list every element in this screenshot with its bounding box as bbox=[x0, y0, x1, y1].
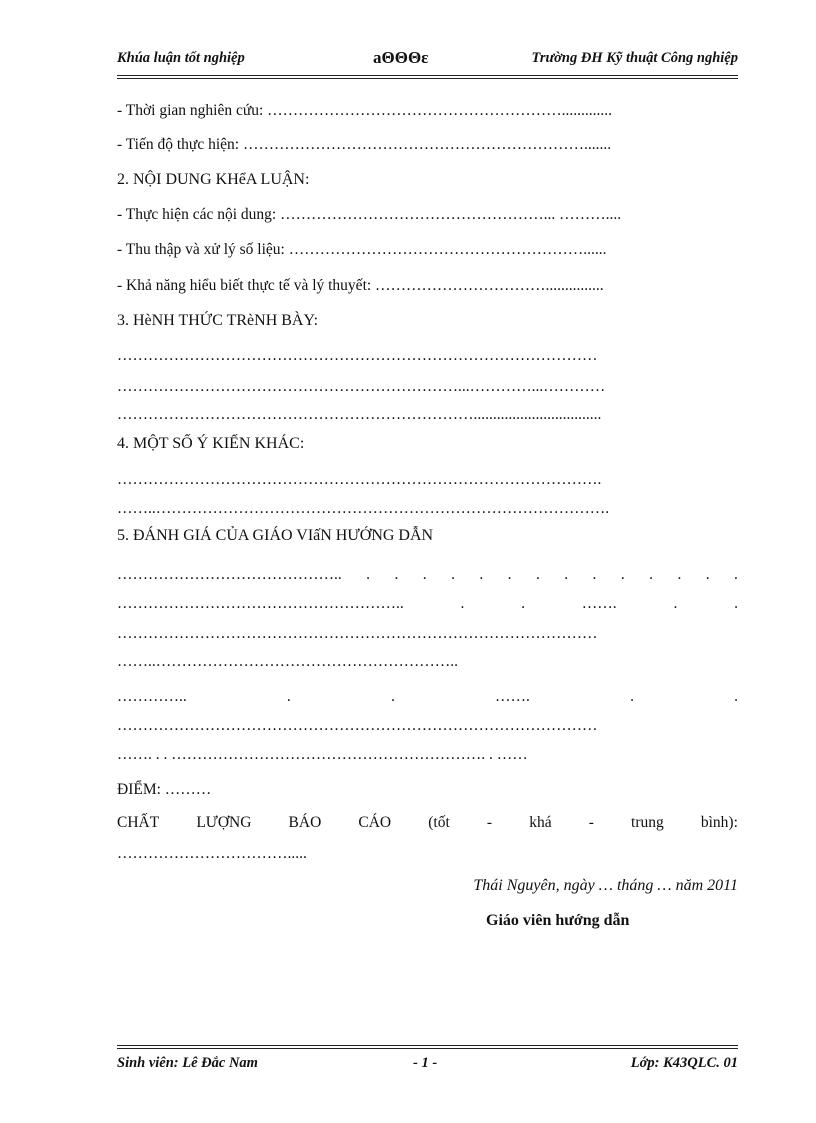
section-3-heading: 3. HèNH THỨC TRèNH BÀY: bbox=[117, 312, 319, 329]
section-5-dots-1 bbox=[117, 565, 738, 585]
header-university: Trường ĐH Kỹ thuật Công nghiệp bbox=[531, 50, 738, 66]
dot-segment: ……. bbox=[495, 688, 530, 705]
dot-segment: . bbox=[673, 595, 678, 612]
page-header bbox=[117, 46, 738, 70]
dot-segment: …………………………………….. bbox=[117, 566, 342, 583]
section-5-dots-3: ………………………………………………………………………………… bbox=[117, 625, 598, 642]
dot-segment: ……. bbox=[581, 595, 617, 612]
dot-segment: . bbox=[390, 688, 395, 705]
footer-student: Sinh viên: Lê Đắc Nam bbox=[117, 1055, 258, 1071]
section-4-dots-1: …………………………………………………………………………………. bbox=[117, 471, 602, 488]
dot-segment: . bbox=[394, 566, 399, 583]
understanding-line: - Khả năng hiểu biết thực tế và lý thuyết: ……………………………............... bbox=[117, 277, 604, 294]
page-footer bbox=[117, 1055, 738, 1077]
quality-word: trung bbox=[631, 814, 664, 831]
section-5-dots-7: ……. . . ……………………………………………………. . …… bbox=[117, 746, 528, 763]
quality-word: (tốt bbox=[428, 814, 450, 831]
dot-segment: . bbox=[734, 688, 738, 705]
dot-segment: . bbox=[592, 566, 597, 583]
quality-word: khá bbox=[529, 814, 552, 831]
dot-segment: . bbox=[734, 595, 738, 612]
research-time-line: - Thời gian nghiên cứu: …………………………………………………............. bbox=[117, 102, 613, 119]
section-5-dots-2 bbox=[117, 594, 738, 614]
quality-word: LƯỢNG bbox=[196, 814, 252, 831]
section-2-heading: 2. NỘI DUNG KHểA LUẬN: bbox=[117, 171, 310, 188]
dot-segment: ………….. bbox=[117, 688, 187, 705]
section-3-dots-1: ………………………………………………………………………………… bbox=[117, 347, 598, 364]
dot-segment: . bbox=[535, 566, 540, 583]
footer-double-rule bbox=[117, 1045, 738, 1049]
content-line: - Thực hiện các nội dung: ……………………………………………... ……….... bbox=[117, 206, 622, 223]
progress-line: - Tiến độ thực hiện: …………………………………………………………....... bbox=[117, 136, 612, 153]
dot-segment: . bbox=[521, 595, 526, 612]
header-double-rule bbox=[117, 75, 738, 79]
section-5-dots-4: ……..………………………………………………….. bbox=[117, 653, 458, 670]
dot-segment: . bbox=[734, 566, 738, 583]
footer-page-number: - 1 - bbox=[413, 1055, 438, 1071]
section-5-heading: 5. ĐÁNH GIÁ CỦA GIÁO VIấN HƯỚNG DẪN bbox=[117, 527, 434, 544]
section-5-dots-6: ………………………………………………………………………………… bbox=[117, 717, 598, 734]
data-processing-line: - Thu thập và xử lý số liệu: …………………………………………………...... bbox=[117, 241, 607, 258]
header-ornament: aΘΘΘε bbox=[373, 48, 429, 67]
dot-segment: . bbox=[451, 566, 455, 583]
quality-word: bình): bbox=[700, 814, 738, 831]
place-date: Thái Nguyên, ngày … tháng … năm 2011 bbox=[473, 877, 738, 894]
report-quality-line bbox=[117, 813, 738, 833]
section-4-heading: 4. MỘT SỐ Ý KIẾN KHÁC: bbox=[117, 435, 305, 452]
dot-segment: . bbox=[705, 566, 710, 583]
dot-segment: . bbox=[366, 566, 371, 583]
section-3-dots-3: ……………………………………………………………................................. bbox=[117, 406, 602, 423]
quality-word: - bbox=[588, 814, 594, 831]
dot-segment: . bbox=[286, 688, 291, 705]
dot-segment: . bbox=[460, 595, 465, 612]
supervisor-signature-label: Giáo viên hướng dẫn bbox=[486, 912, 630, 929]
dot-segment: ……………………………………………….. bbox=[117, 595, 404, 612]
dot-segment: . bbox=[479, 566, 484, 583]
quality-word: - bbox=[486, 814, 493, 831]
footer-class: Lớp: K43QLC. 01 bbox=[630, 1055, 738, 1071]
quality-word: CHẤT bbox=[117, 814, 160, 831]
dot-segment: . bbox=[677, 566, 682, 583]
score-line: ĐIỂM: ……… bbox=[117, 781, 212, 798]
section-4-dots-2: ……..……………………………………………………………………………. bbox=[117, 500, 610, 517]
quality-word: CÁO bbox=[358, 814, 392, 831]
dot-segment: . bbox=[630, 688, 634, 705]
dot-segment: . bbox=[507, 566, 512, 583]
report-quality-dots: ……………………………..... bbox=[117, 845, 307, 862]
dot-segment: . bbox=[422, 566, 427, 583]
quality-word: BÁO bbox=[288, 814, 322, 831]
dot-segment: . bbox=[564, 566, 569, 583]
dot-segment: . bbox=[620, 566, 625, 583]
header-thesis-title: Khúa luận tốt nghiệp bbox=[117, 50, 245, 66]
section-3-dots-2: …………………………………………………………...…………...………… bbox=[117, 378, 606, 395]
section-5-dots-5 bbox=[117, 687, 738, 707]
dot-segment: . bbox=[649, 566, 654, 583]
